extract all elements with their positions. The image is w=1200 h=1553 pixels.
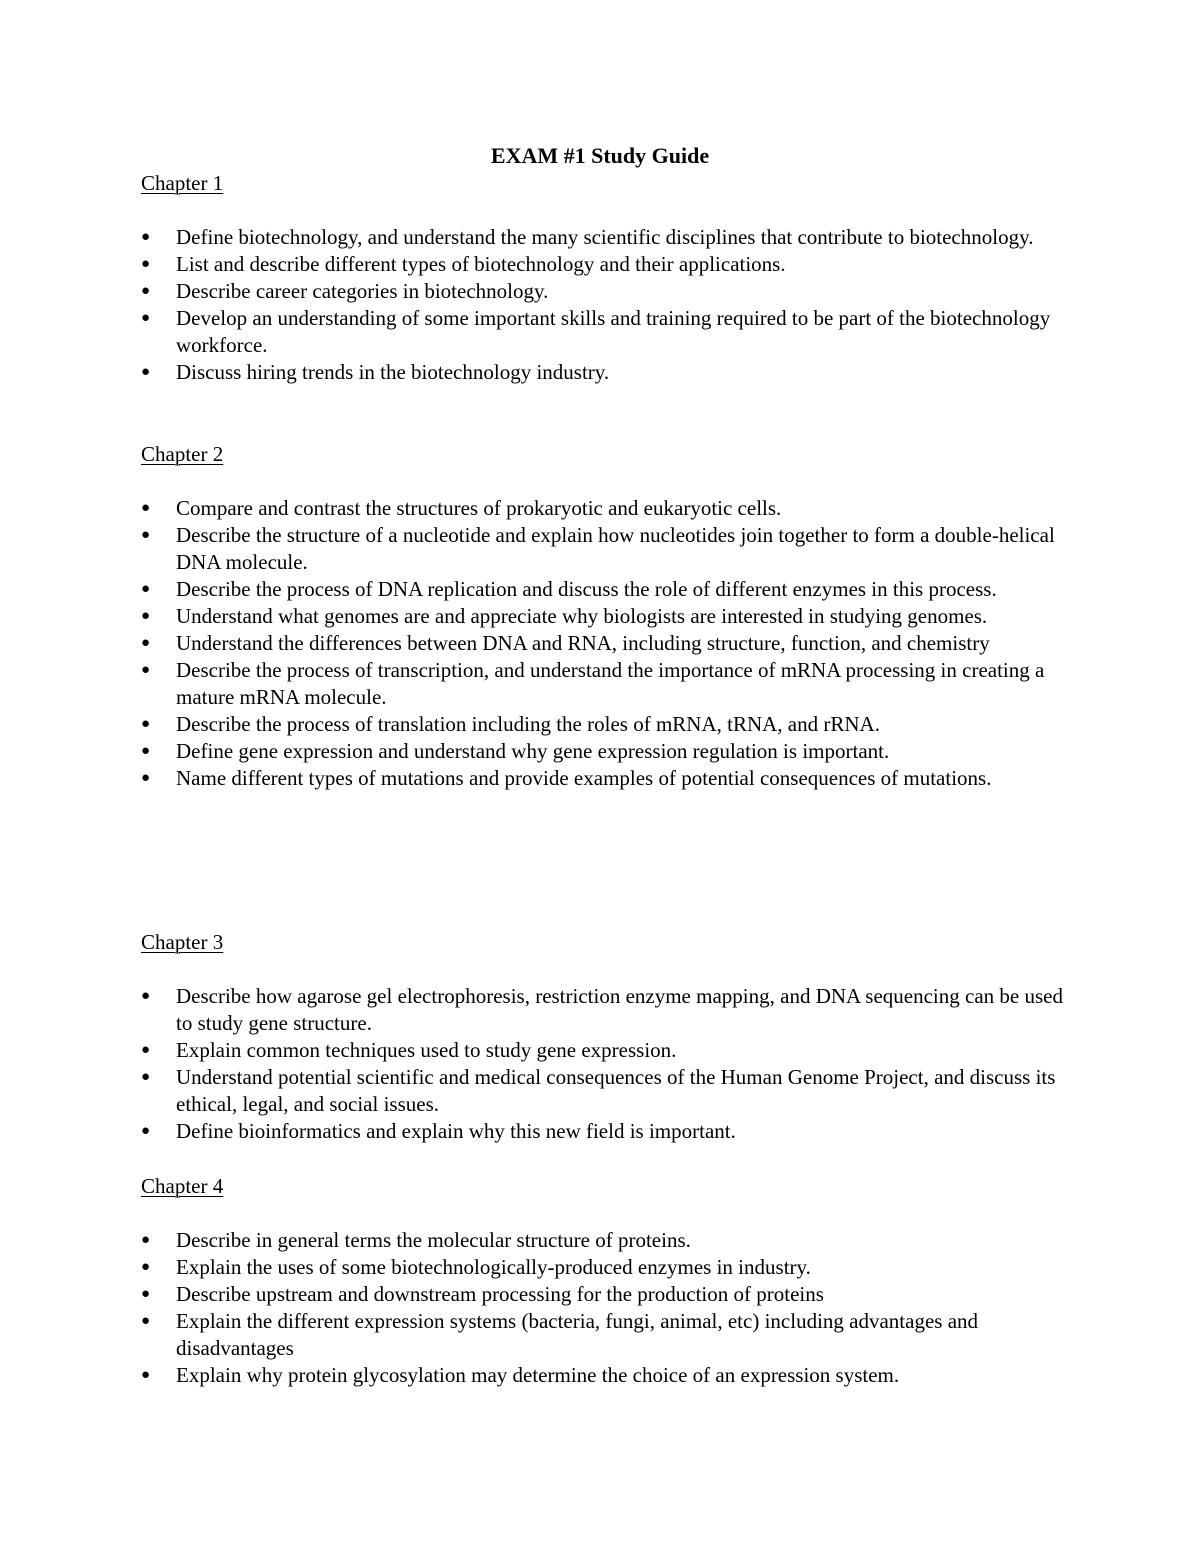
bullet-icon: ● (141, 662, 151, 678)
list-item: ● Describe the structure of a nucleotide and explain how nucleotides join together to form a double-helical DNA molecule. (141, 523, 1055, 574)
bullet-icon: ● (141, 581, 151, 597)
bullet-icon: ● (141, 1232, 151, 1248)
bullet-icon: ● (141, 310, 151, 326)
chapter-heading-2: Chapter 2 (141, 442, 224, 466)
list-item: ● Develop an understanding of some important skills and training required to be part of the biotechnology workforce. (141, 306, 1051, 357)
bullet-icon: ● (141, 988, 151, 1004)
list-item: ● Describe career categories in biotechnology. (141, 279, 549, 303)
bullet-icon: ● (141, 635, 151, 651)
bullet-icon: ● (141, 1123, 151, 1139)
bullet-icon: ● (141, 1042, 151, 1058)
list-item: ● Explain the uses of some biotechnologically-produced enzymes in industry. (141, 1255, 811, 1279)
chapter-4-list (141, 1227, 1071, 1389)
bullet-icon: ● (141, 1259, 151, 1275)
list-item: ● Explain why protein glycosylation may determine the choice of an expression system. (141, 1363, 900, 1387)
bullet-icon: ● (141, 283, 151, 299)
list-item: ● Describe the process of transcription, and understand the importance of mRNA processing in creating a mature mRNA molecule. (141, 658, 1045, 709)
list-item: ● Define gene expression and understand why gene expression regulation is important. (141, 739, 890, 763)
bullet-icon: ● (141, 500, 151, 516)
list-item: ● Define bioinformatics and explain why this new field is important. (141, 1119, 736, 1143)
bullet-icon: ● (141, 743, 151, 759)
page-title: EXAM #1 Study Guide (490, 143, 710, 168)
list-item: ● Explain the different expression systems (bacteria, fungi, animal, etc) including advantages and disadvantages (141, 1309, 979, 1360)
chapter-1-list (141, 224, 1071, 386)
list-item: ● Understand what genomes are and appreciate why biologists are interested in studying genomes. (141, 604, 988, 628)
bullet-icon: ● (141, 608, 151, 624)
bullet-icon: ● (141, 716, 151, 732)
bullet-icon: ● (141, 364, 151, 380)
bullet-icon: ● (141, 1313, 151, 1329)
list-item: ● Understand the differences between DNA and RNA, including structure, function, and chemistry (141, 631, 990, 655)
list-item: ● Describe how agarose gel electrophoresis, restriction enzyme mapping, and DNA sequencing can be used to study gene structure. (141, 984, 1063, 1035)
list-item: ● Describe upstream and downstream processing for the production of proteins (141, 1282, 824, 1306)
list-item: ● Explain common techniques used to study gene expression. (141, 1038, 677, 1062)
list-item: ● Compare and contrast the structures of prokaryotic and eukaryotic cells. (141, 496, 782, 520)
list-item: ● Describe the process of translation including the roles of mRNA, tRNA, and rRNA. (141, 712, 880, 736)
bullet-icon: ● (141, 1286, 151, 1302)
bullet-icon: ● (141, 527, 151, 543)
bullet-icon: ● (141, 1367, 151, 1383)
bullet-icon: ● (141, 1069, 151, 1085)
bullet-icon: ● (141, 256, 151, 272)
chapter-heading-4: Chapter 4 (141, 1174, 224, 1198)
bullet-icon: ● (141, 770, 151, 786)
list-item: ● Describe in general terms the molecular structure of proteins. (141, 1228, 691, 1252)
chapter-heading-3: Chapter 3 (141, 930, 224, 954)
list-item: ● Name different types of mutations and provide examples of potential consequences of mutations. (141, 766, 992, 790)
list-item: ● Define biotechnology, and understand the many scientific disciplines that contribute to biotechnology. (141, 225, 1034, 249)
chapter-2-list (141, 495, 1071, 792)
list-item: ● List and describe different types of biotechnology and their applications. (141, 252, 786, 276)
chapter-3-list (141, 983, 1071, 1145)
bullet-icon: ● (141, 229, 151, 245)
list-item: ● Describe the process of DNA replication and discuss the role of different enzymes in this process. (141, 577, 997, 601)
list-item: ● Understand potential scientific and medical consequences of the Human Genome Project, and discuss its ethical, legal, and social issues. (141, 1065, 1056, 1116)
chapter-heading-1: Chapter 1 (141, 171, 224, 195)
list-item: ● Discuss hiring trends in the biotechnology industry. (141, 360, 610, 384)
